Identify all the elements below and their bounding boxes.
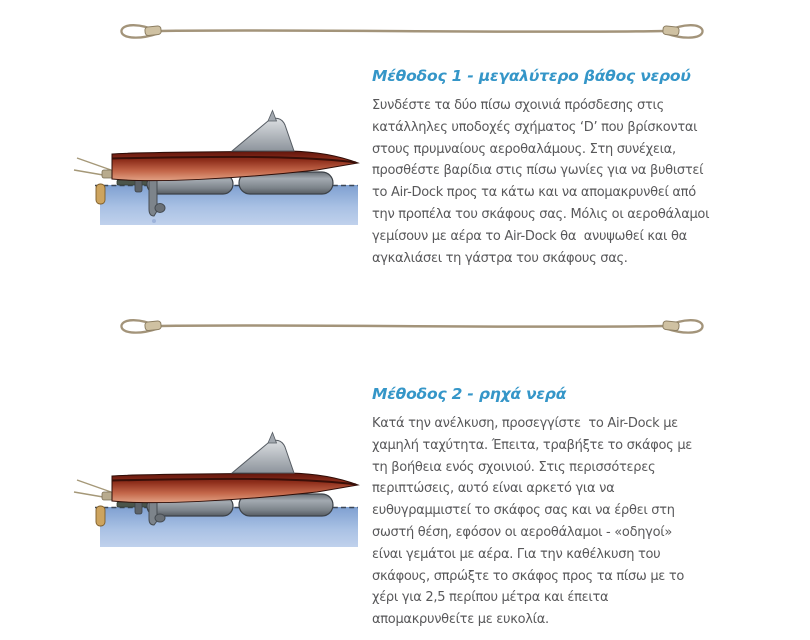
text-line: την προπέλα του σκάφους σας. Μόλις οι αεροθάλαμοι <box>372 206 710 222</box>
weight <box>96 506 105 526</box>
rope-line <box>160 325 665 326</box>
rope-line <box>160 30 665 31</box>
text-line: χαμηλή ταχύτητα. Έπειτα, τραβήξτε το σκάφος με <box>372 437 693 453</box>
text-line: Κατά την ανέλκυση, προσεγγίστε το Air-Dock με <box>372 416 678 431</box>
propeller <box>155 514 165 522</box>
text-line: περιπτώσεις, αυτό είναι αρκετό για να <box>372 481 615 497</box>
stern-rope-1 <box>77 480 111 492</box>
rope-ferrule-left <box>145 321 162 331</box>
text-line: το Air-Dock προς τα κάτω και να απομακρυνθεί από <box>372 185 696 201</box>
method-1-heading: Μέθοδος 1 - μεγαλύτερο βάθος νερού <box>372 67 691 85</box>
method-2-heading: Μέθοδος 2 - ρηχά νερά <box>372 385 567 403</box>
section-method-2 <box>372 384 707 631</box>
text-line: Συνδέστε τα δύο πίσω σχοινιά πρόσδεσης στις <box>372 98 664 113</box>
boat-scene-deep-water <box>55 108 380 258</box>
windshield <box>232 440 294 473</box>
weight <box>96 184 105 204</box>
method-1-body <box>372 95 710 269</box>
text-line: είναι γεμάτοι με αέρα. Για την καθέλκυση του <box>372 546 661 562</box>
boat-illustration-method-1 <box>55 108 380 258</box>
windshield-fin <box>268 111 277 122</box>
rope-graphic <box>112 14 712 48</box>
method-2-body <box>372 413 707 631</box>
windshield <box>232 118 294 151</box>
text-line: γεμίσουν με αέρα το Air-Dock θα ανυψωθεί και θα <box>372 228 687 244</box>
rope-ferrule-right <box>663 321 680 331</box>
text-line: αγκαλιάσει τη γάστρα του σκάφους σας. <box>372 250 628 266</box>
text-line: σωστή θέση, εφόσον οι αεροθάλαμοι - «οδηγοί» <box>372 524 672 540</box>
section-method-1 <box>372 66 710 269</box>
boat-illustration-method-2 <box>55 430 380 580</box>
text-line: σκάφους, σπρώξτε το σκάφος προς τα πίσω με το <box>372 568 685 584</box>
stern-rope-1 <box>77 158 111 170</box>
water-drip <box>152 219 156 223</box>
text-line: στους πρυμναίους αεροθαλάμους. Στη συνέχεια, <box>372 141 676 157</box>
rope-ferrule-right <box>663 26 680 36</box>
rope-ferrule-left <box>145 26 162 36</box>
text-line: ευθυγραμμιστεί το σκάφος σας και να έρθει στη <box>372 503 675 519</box>
windshield-fin <box>268 433 277 444</box>
rope-illustration-top <box>112 14 712 48</box>
text-line: απομακρυνθείτε με ευκολία. <box>372 612 549 628</box>
text-line: χέρι για 2,5 περίπου μέτρα και έπειτα <box>372 590 609 606</box>
text-line: τη βοήθεια ενός σχοινιού. Στις περισσότερες <box>372 459 656 475</box>
text-line: κατάλληλες υποδοχές σχήματος ‘D’ που βρίσκονται <box>372 119 698 135</box>
rope-graphic <box>112 309 712 343</box>
rope-illustration-middle <box>112 309 712 343</box>
boat-scene-shallow-water <box>55 430 380 580</box>
propeller <box>155 204 165 213</box>
text-line: προσθέστε βαρίδια στις πίσω γωνίες για να βυθιστεί <box>372 163 704 179</box>
